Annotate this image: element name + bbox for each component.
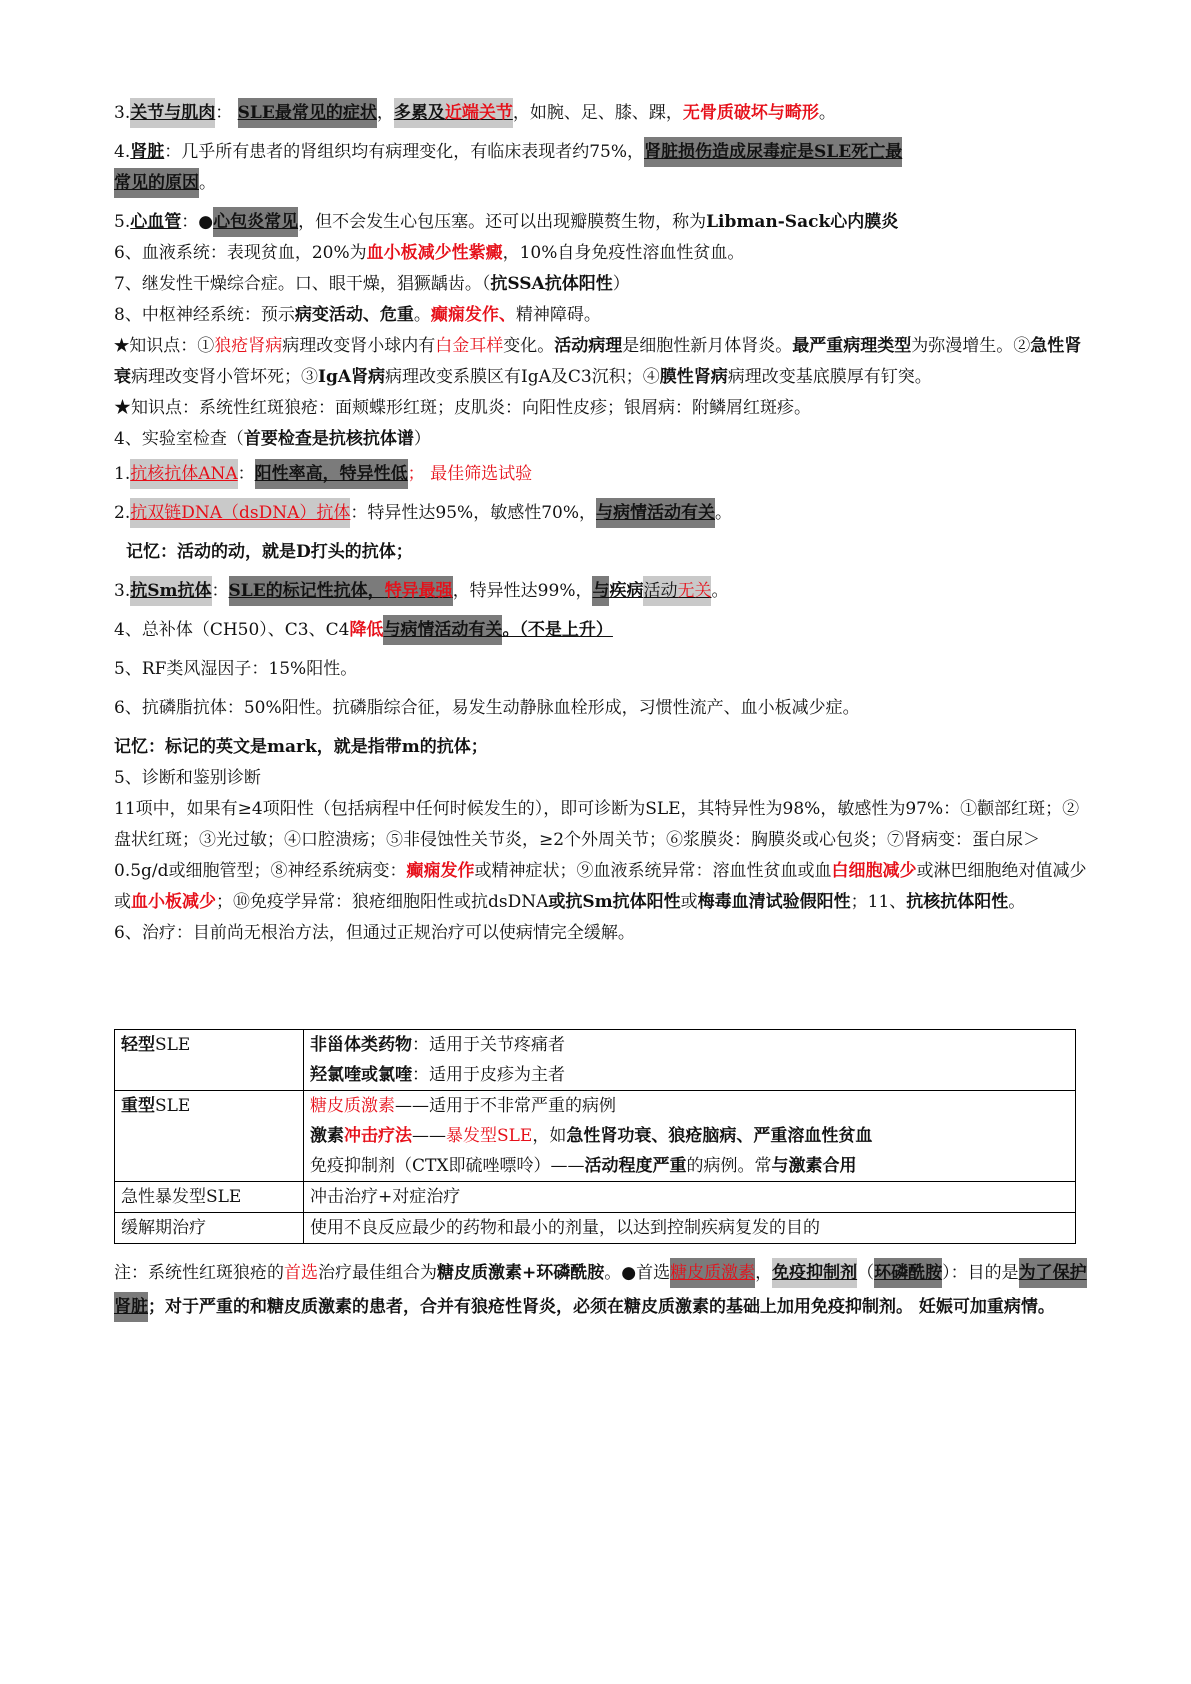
note-text-4: ）：目的是	[942, 1263, 1019, 1283]
joint-examples: ，如腕、足、膝、踝，	[512, 103, 683, 123]
sm-marker	[229, 576, 453, 606]
criteria-text-4: ；⑩免疫学异常：狼疮细胞阳性或抗dsDNA	[216, 892, 549, 912]
hydroxychloroquine: 羟氯喹或氯喹	[310, 1065, 412, 1085]
severe-label-sle: SLE	[155, 1096, 191, 1116]
treatment-note	[114, 1256, 1099, 1324]
kidney-line-2	[114, 168, 1094, 199]
table-row	[115, 1091, 1076, 1182]
sm-most-specific: 特异最强	[384, 581, 453, 601]
kp1-text-4: 是细胞性新月体肾炎。	[622, 336, 793, 356]
glucocorticoid-use: ——适用于不非常严重的病例	[395, 1096, 616, 1116]
kp1-text-7: 病理改变系膜区有IgA及C3沉积；④	[385, 367, 660, 387]
period: 。	[711, 581, 729, 601]
note-text-2: 治疗最佳组合为	[318, 1263, 437, 1283]
sm-activity: 活动	[643, 581, 678, 601]
bullet-icon: ●	[198, 212, 214, 232]
sm-activity-unrelated	[643, 576, 711, 606]
acute-renal-failure: 急性肾衰	[114, 336, 1082, 387]
criteria-syphilis: 梅毒血清试验假阳性	[697, 892, 851, 912]
immunosuppressant: 免疫抑制剂（CTX即硫唑嘌呤）——	[310, 1156, 585, 1176]
note-text-5: ；对于严重的和糖皮质激素的患者，合并有狼疮性肾炎，必须在糖皮质激素的基础上加用免疫抑制剂。 妊娠可加重病情。	[148, 1297, 1055, 1317]
treatment-table	[114, 1029, 1076, 1244]
table-cell	[304, 1030, 1076, 1091]
severe-conditions: 急性肾功衰、狼疮脑病、严重溶血性贫血	[566, 1126, 873, 1146]
colon: ：	[350, 503, 368, 523]
pericarditis-common: 心包炎常见	[213, 207, 298, 237]
semicolon: ；	[407, 464, 425, 484]
note-text-3: 。●首选	[604, 1263, 671, 1283]
severe-row-2	[310, 1121, 1069, 1151]
comma: ，	[376, 103, 394, 123]
criteria-text-5: 或	[680, 892, 698, 912]
multiple-involvement: 多累及	[393, 103, 445, 123]
paren-open: （	[857, 1263, 875, 1283]
blood-text-2: ，10%自身免疫性溶血性贫血。	[502, 243, 745, 263]
criteria-text-2: 或精神症状；⑨血液系统异常：溶血性贫血或血	[474, 861, 832, 881]
apl-line: 6、抗磷脂抗体：50%阳性。抗磷脂综合征，易发生动静脉血栓形成，习惯性流产、血小板减少症。	[114, 698, 860, 718]
colon: ：	[211, 581, 229, 601]
note-combination: 糖皮质激素+环磷酰胺	[437, 1263, 605, 1283]
colon: ：	[181, 212, 199, 232]
hydroxychloroquine-use: ：适用于皮疹为主者	[412, 1065, 565, 1085]
kp1-text-6: 病理改变肾小管坏死；③	[131, 367, 318, 387]
sm-disease: 疾病	[609, 581, 644, 601]
immuno-case: 的病例。常	[686, 1156, 772, 1176]
pulse-therapy: 冲击疗法	[344, 1126, 412, 1146]
nsaid: 非甾体类药物	[310, 1035, 412, 1055]
ana-name: 抗核抗体ANA	[130, 459, 237, 489]
kidney-text: ：几乎所有患者的肾组织均有病理变化，有临床表现者约75%，	[164, 142, 645, 162]
knowledge-point-1	[114, 331, 1094, 393]
table-row	[115, 1182, 1076, 1213]
dsdna-name: 抗双链DNA（dsDNA）抗体	[130, 498, 350, 528]
sjogren-text: 7、继发性干燥综合症。口、眼干燥，猖獗龋齿。（	[114, 274, 491, 294]
severe-row-3	[310, 1151, 1069, 1181]
hormone: 激素	[310, 1126, 344, 1146]
joint-muscle-line	[114, 98, 1094, 129]
lab-exam-title	[114, 424, 1094, 455]
star-icon: ★	[114, 336, 130, 356]
lupus-nephropathy: 狼疮肾病	[214, 336, 283, 356]
cardio-text: ，但不会发生心包压塞。还可以出现瓣膜赘生物，称为	[298, 212, 707, 232]
lab-title-a: 4、实验室检查（	[114, 429, 244, 449]
cns-text-2: 精神障碍。	[515, 305, 601, 325]
no-bone-destruction: 无骨质破坏与畸形	[682, 103, 819, 123]
table-cell	[304, 1091, 1076, 1182]
ssa-antibody: 抗SSA抗体阳性	[490, 274, 613, 294]
note-protect-kidney: 为了保护肾脏	[114, 1258, 1087, 1322]
mild-row-2	[310, 1060, 1069, 1090]
remission-text: 使用不良反应最少的药物和最小的剂量，以达到控制疾病复发的目的	[304, 1213, 1076, 1244]
kidney-label: 肾脏	[130, 142, 165, 162]
criteria-leukopenia: 白细胞减少	[831, 861, 917, 881]
lab-title-b: ）	[413, 429, 431, 449]
treatment-title: 6、治疗：目前尚无根治方法，但通过正规治疗可以使病情完全缓解。	[114, 923, 635, 943]
severe-label: 重型	[121, 1096, 155, 1116]
dsdna-text: 特异性达95%，敏感性70%，	[367, 503, 596, 523]
item-number: 5.	[114, 212, 131, 232]
knowledge-point-2: ★知识点：系统性红斑狼疮：面颊蝶形红斑；皮肌炎：向阳性皮疹；银屑病：附鳞屑红斑疹。	[114, 398, 811, 418]
note-glucocorticoid: 糖皮质激素	[670, 1258, 755, 1288]
joint-label: 关节与肌肉	[130, 98, 215, 128]
criteria-text-1: 11项中，如果有≥4项阳性（包括病程中任何时候发生的），即可诊断为SLE，其特异性为98%，敏感性为97%：①颧部红斑；②盘状红斑；③光过敏；④口腔溃疡；⑤非侵蚀性关节炎，≥2个外周关节；⑥浆膜炎：胸膜炎或心包炎；⑦肾病变：蛋白尿＞0.5g/d或细胞管型；⑧神经系统病变：	[114, 799, 1080, 881]
fulminant-sle: 暴发型SLE	[446, 1126, 533, 1146]
kp1-text-1: 知识点：①	[129, 336, 215, 356]
rf-line: 5、RF类风湿因子：15%阳性。	[114, 659, 358, 679]
note-text-1: 注：系统性红斑狼疮的	[114, 1263, 284, 1283]
severe-activity: 活动程度严重	[584, 1156, 687, 1176]
sm-unrelated: 无关	[677, 581, 712, 601]
ana-line	[114, 459, 1094, 490]
criteria-ana: 抗核抗体阳性	[906, 892, 1009, 912]
kidney-line	[114, 137, 1094, 168]
proximal-joint-highlight	[394, 98, 513, 128]
acute-label: 急性暴发型SLE	[115, 1182, 304, 1213]
best-screening: 最佳筛选试验	[424, 464, 533, 484]
not-increase: 。（不是上升）	[502, 620, 613, 640]
memory-note-2: 记忆：标记的英文是mark，就是指带m的抗体；	[114, 737, 488, 757]
period: 。	[818, 103, 836, 123]
combine-hormone: 与激素合用	[771, 1156, 857, 1176]
acute-text: 冲击治疗+对症治疗	[304, 1182, 1076, 1213]
cns-line	[114, 300, 1094, 331]
table-row	[115, 1213, 1076, 1244]
note-cyclophosphamide: 环磷酰胺	[874, 1258, 942, 1288]
criteria-text-6: ；11、	[850, 892, 907, 912]
complement-activity: 与病情活动有关	[383, 615, 502, 645]
table-cell	[115, 1030, 304, 1091]
proximal-joint: 近端关节	[444, 103, 513, 123]
criteria-sm: 或抗Sm抗体阳性	[548, 892, 681, 912]
lab-title-bold: 首要检查是抗核抗体谱	[243, 429, 414, 449]
period: 。	[1008, 892, 1026, 912]
dsdna-activity: 与病情活动有关	[596, 498, 715, 528]
kp1-text-3: 变化。	[503, 336, 555, 356]
active-pathology: 活动病理	[554, 336, 623, 356]
kidney-death-cause-1: 肾脏损伤造成尿毒症是SLE死亡最	[644, 137, 902, 167]
dash: ——	[412, 1126, 446, 1146]
table-cell	[115, 1091, 304, 1182]
wire-loop: 白金耳样	[435, 336, 504, 356]
sm-text: ，特异性达99%，	[452, 581, 593, 601]
item-number: 2.	[114, 503, 131, 523]
sm-name: 抗Sm抗体	[130, 576, 211, 606]
sle-common-symptom: SLE最常见的症状	[238, 98, 377, 128]
colon: ：	[215, 103, 233, 123]
item-number: 1.	[114, 464, 131, 484]
mild-label: 轻型	[121, 1035, 155, 1055]
criteria-text-3: 或淋巴细胞绝对值减少或	[114, 861, 1087, 912]
mild-row-1	[310, 1030, 1069, 1060]
blood-line	[114, 238, 1094, 269]
criteria-epilepsy: 癫痫发作	[406, 861, 475, 881]
epilepsy: 癫痫发作、	[430, 305, 516, 325]
note-immunosuppressant: 免疫抑制剂	[772, 1258, 857, 1288]
item-number: 4.	[114, 142, 131, 162]
iga-nephropathy: IgA肾病	[318, 367, 386, 387]
note-first-choice: 首选	[284, 1263, 318, 1283]
comma: ，	[755, 1263, 773, 1283]
diagnosis-title: 5、诊断和鉴别诊断	[114, 768, 261, 788]
such-as: ，如	[532, 1126, 567, 1146]
complement-decrease: 降低	[349, 620, 384, 640]
mild-label-sle: SLE	[155, 1035, 191, 1055]
sjogren-line	[114, 269, 1094, 300]
blood-text-1: 6、血液系统：表现贫血，20%为	[114, 243, 367, 263]
nsaid-use: ：适用于关节疼痛者	[412, 1035, 565, 1055]
cardio-label: 心血管	[130, 212, 182, 232]
period: 。	[199, 173, 216, 193]
memory-note-1: 记忆：活动的动，就是D打头的抗体；	[126, 542, 413, 562]
cns-text-1: 8、中枢神经系统：预示	[114, 305, 295, 325]
period: 。	[413, 305, 431, 325]
diagnosis-criteria	[114, 794, 1094, 918]
kp1-text-8: 病理改变基底膜厚有钉突。	[727, 367, 932, 387]
kidney-death-cause-2: 常见的原因	[114, 168, 199, 198]
thrombocytopenic-purpura: 血小板减少性紫癜	[366, 243, 503, 263]
kp1-text-5: 为弥漫增生。②	[911, 336, 1031, 356]
remission-label: 缓解期治疗	[115, 1213, 304, 1244]
sm-line	[114, 576, 1094, 607]
period: 。	[714, 503, 732, 523]
cardio-line	[114, 207, 1094, 238]
complement-text: 4、总补体（CH50）、C3、C4	[114, 620, 350, 640]
sm-with: 与	[592, 576, 609, 606]
notes-body	[114, 98, 1094, 949]
criteria-thrombocytopenia: 血小板减少	[131, 892, 216, 912]
libman-sack: Libman-Sack心内膜炎	[706, 212, 899, 232]
kp1-text-2: 病理改变肾小球内有	[282, 336, 436, 356]
glucocorticoid: 糖皮质激素	[310, 1096, 395, 1116]
table-row	[115, 1030, 1076, 1091]
item-number: 3.	[114, 581, 131, 601]
membranous-nephropathy: 膜性肾病	[659, 367, 728, 387]
ana-positive-rate: 阳性率高，特异性低	[255, 459, 408, 489]
dsdna-line	[114, 498, 1094, 529]
sm-marker-text: SLE的标记性抗体，	[228, 581, 385, 601]
severe-row-1	[310, 1091, 1069, 1121]
most-severe-type: 最严重病理类型	[792, 336, 912, 356]
paren-close: ）	[612, 274, 630, 294]
disease-active-critical: 病变活动、危重	[294, 305, 414, 325]
item-number: 3.	[114, 103, 131, 123]
colon: ：	[237, 464, 255, 484]
complement-line	[114, 615, 1094, 646]
